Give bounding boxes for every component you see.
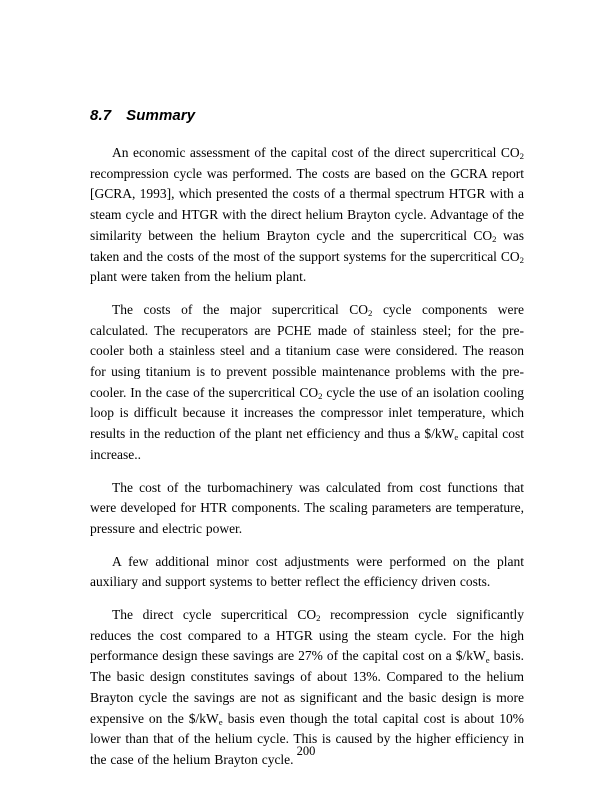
paragraph: A few additional minor cost adjustments were performed on the plant auxiliary and support systems to better reflect the efficiency driven costs.	[90, 553, 524, 590]
document-body	[90, 143, 524, 771]
section-heading	[90, 107, 524, 125]
paragraph: The cost of the turbomachinery was calculated from cost functions that were developed for HTR components. The scaling parameters are temperature, pressure and electric power.	[90, 479, 524, 536]
document-content	[90, 107, 524, 771]
paragraph: The direct cycle supercritical $CO_2$ recompression cycle significantly reduces the cost compared to a HTGR using the steam cycle. For the high performance design these savings are 27% of the capital cost on a $\$/kW_e$ basis. The basic design constitutes savings of about 13%. Compared to the helium Brayton cycle the savings are not as significant and the basic design is more expensive on the $\$/kW_e$ basis even though the total capital cost is about 10% lower than that of the helium cycle. This is caused by the higher efficiency in the case of the helium Brayton cycle.	[90, 607, 524, 767]
subscript: e	[218, 716, 223, 727]
subscript: 2	[316, 613, 321, 624]
page-number: 200	[296, 744, 316, 758]
paragraph: The costs of the major supercritical $CO_2$ cycle components were calculated. The recuperators are PCHE made of stainless steel; for the pre-cooler both a stainless steel and a titanium case were considered. The reason for using titanium is to prevent possible maintenance problems with the pre-cooler. In the case of the supercritical $CO_2$ cycle the use of an isolation cooling loop is difficult because it increases the compressor inlet temperature, which results in the reduction of the plant net efficiency and thus a $\$/kW_e$ capital cost increase..	[90, 301, 524, 462]
section-number: 8.7	[90, 107, 112, 124]
subscript: 2	[519, 254, 524, 265]
section-title: Summary	[126, 107, 196, 124]
subscript: 2	[492, 234, 497, 244]
paragraph: An economic assessment of the capital cost of the direct supercritical $CO_2$ recompression cycle was performed. The costs are based on the GCRA report [GCRA, 1993], which presented the costs of a thermal spectrum HTGR with a steam cycle and HTGR with the direct helium Brayton cycle. Advantage of the similarity between the helium Brayton cycle and the supercritical $CO_2$ was taken and the costs of the most of the support systems for the supercritical $CO_2$ plant were taken from the helium plant.	[90, 145, 524, 285]
subscript: e	[485, 654, 490, 665]
subscript: e	[454, 432, 459, 443]
page-footer	[0, 744, 612, 758]
subscript: 2	[318, 390, 323, 401]
subscript: 2	[519, 151, 524, 162]
subscript: 2	[368, 308, 373, 319]
